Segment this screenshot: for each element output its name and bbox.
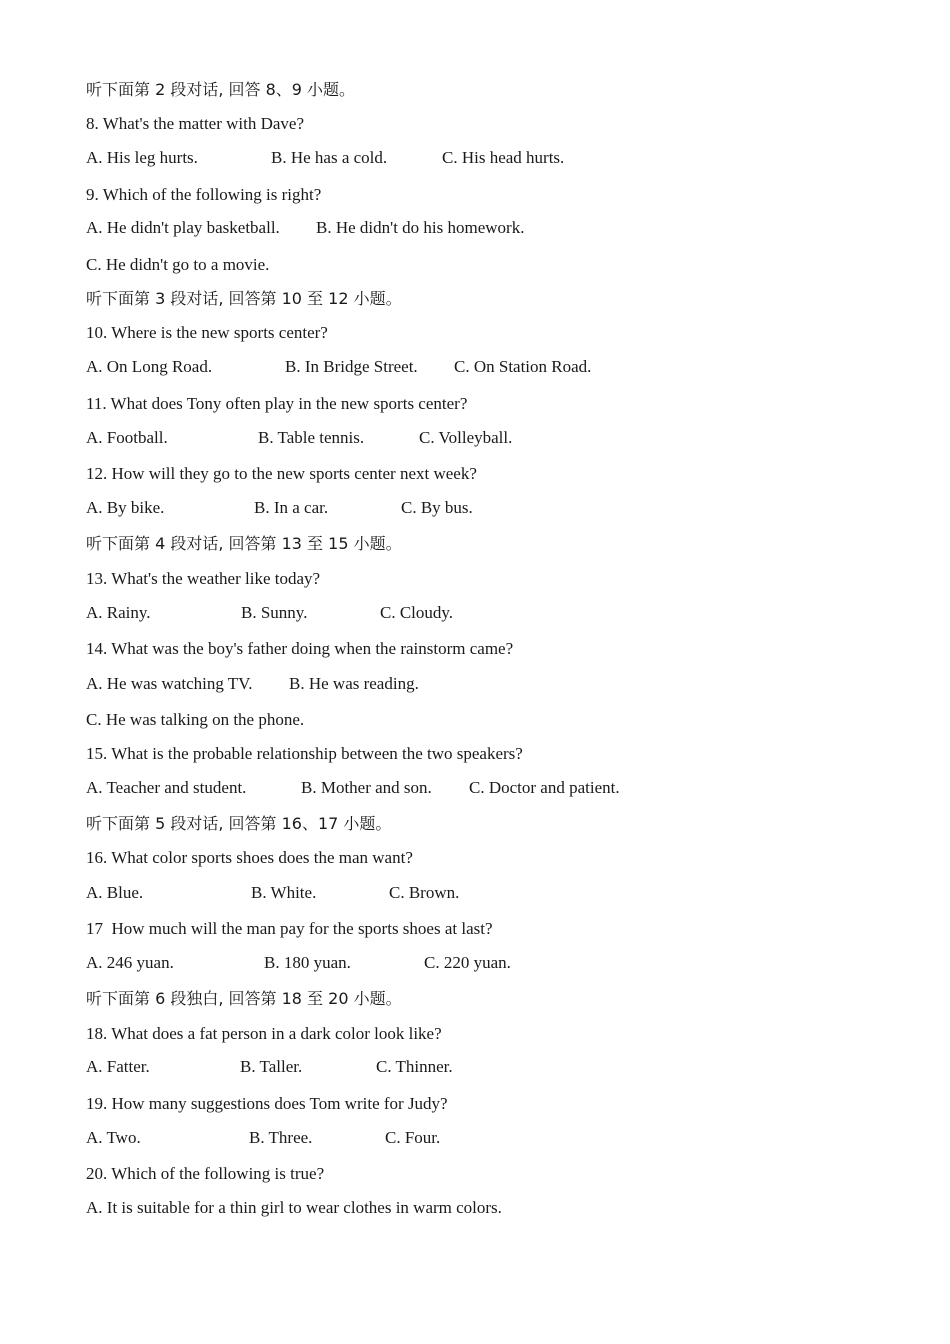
question-8: 8. What's the matter with Dave? — [86, 114, 305, 133]
q13-option-c: C. Cloudy. — [380, 603, 454, 622]
question-11: 11. What does Tony often play in the new sports center? — [86, 394, 468, 413]
question-14: 14. What was the boy's father doing when the rainstorm came? — [86, 639, 514, 658]
q8-option-c: C. His head hurts. — [442, 148, 565, 167]
question-12: 12. How will they go to the new sports center next week? — [86, 464, 477, 483]
q8-option-a: A. His leg hurts. — [86, 148, 198, 167]
section-heading-5: 听下面第 5 段对话, 回答第 16、17 小题。 — [86, 814, 392, 833]
q12-option-b: B. In a car. — [254, 498, 329, 517]
q17-option-b: B. 180 yuan. — [264, 953, 351, 972]
section-heading-3: 听下面第 3 段对话, 回答第 10 至 12 小题。 — [86, 289, 402, 308]
q9-option-c: C. He didn't go to a movie. — [86, 255, 270, 274]
q11-option-a: A. Football. — [86, 428, 168, 447]
q15-option-a: A. Teacher and student. — [86, 778, 247, 797]
q14-option-c: C. He was talking on the phone. — [86, 710, 305, 729]
q19-option-a: A. Two. — [86, 1128, 141, 1147]
q11-option-c: C. Volleyball. — [419, 428, 513, 447]
section-heading-2: 听下面第 2 段对话, 回答 8、9 小题。 — [86, 80, 356, 99]
q19-option-c: C. Four. — [385, 1128, 441, 1147]
q20-option-a: A. It is suitable for a thin girl to wear clothes in warm colors. — [86, 1198, 502, 1217]
question-9: 9. Which of the following is right? — [86, 185, 322, 204]
question-16: 16. What color sports shoes does the man want? — [86, 848, 413, 867]
q14-option-a: A. He was watching TV. — [86, 674, 253, 693]
q16-option-a: A. Blue. — [86, 883, 144, 902]
q12-option-c: C. By bus. — [401, 498, 473, 517]
q15-option-b: B. Mother and son. — [301, 778, 432, 797]
question-17: 17 How much will the man pay for the sports shoes at last? — [86, 919, 493, 938]
q8-option-b: B. He has a cold. — [271, 148, 388, 167]
section-heading-4: 听下面第 4 段对话, 回答第 13 至 15 小题。 — [86, 534, 402, 553]
q18-option-a: A. Fatter. — [86, 1057, 150, 1076]
q17-option-c: C. 220 yuan. — [424, 953, 511, 972]
q16-option-c: C. Brown. — [389, 883, 460, 902]
q17-option-a: A. 246 yuan. — [86, 953, 174, 972]
q12-option-a: A. By bike. — [86, 498, 165, 517]
q14-option-b: B. He was reading. — [289, 674, 419, 693]
question-18: 18. What does a fat person in a dark color look like? — [86, 1024, 442, 1043]
question-20: 20. Which of the following is true? — [86, 1164, 325, 1183]
q18-option-b: B. Taller. — [240, 1057, 303, 1076]
q13-option-b: B. Sunny. — [241, 603, 308, 622]
question-19: 19. How many suggestions does Tom write for Judy? — [86, 1094, 448, 1113]
q11-option-b: B. Table tennis. — [258, 428, 365, 447]
q9-option-a: A. He didn't play basketball. — [86, 218, 280, 237]
q10-option-b: B. In Bridge Street. — [285, 357, 418, 376]
section-heading-6: 听下面第 6 段独白, 回答第 18 至 20 小题。 — [86, 989, 402, 1008]
q19-option-b: B. Three. — [249, 1128, 313, 1147]
question-15: 15. What is the probable relationship between the two speakers? — [86, 744, 523, 763]
q9-option-b: B. He didn't do his homework. — [316, 218, 525, 237]
q15-option-c: C. Doctor and patient. — [469, 778, 620, 797]
q13-option-a: A. Rainy. — [86, 603, 151, 622]
q10-option-a: A. On Long Road. — [86, 357, 213, 376]
question-10: 10. Where is the new sports center? — [86, 323, 328, 342]
q18-option-c: C. Thinner. — [376, 1057, 453, 1076]
q16-option-b: B. White. — [251, 883, 317, 902]
q10-option-c: C. On Station Road. — [454, 357, 592, 376]
question-13: 13. What's the weather like today? — [86, 569, 321, 588]
